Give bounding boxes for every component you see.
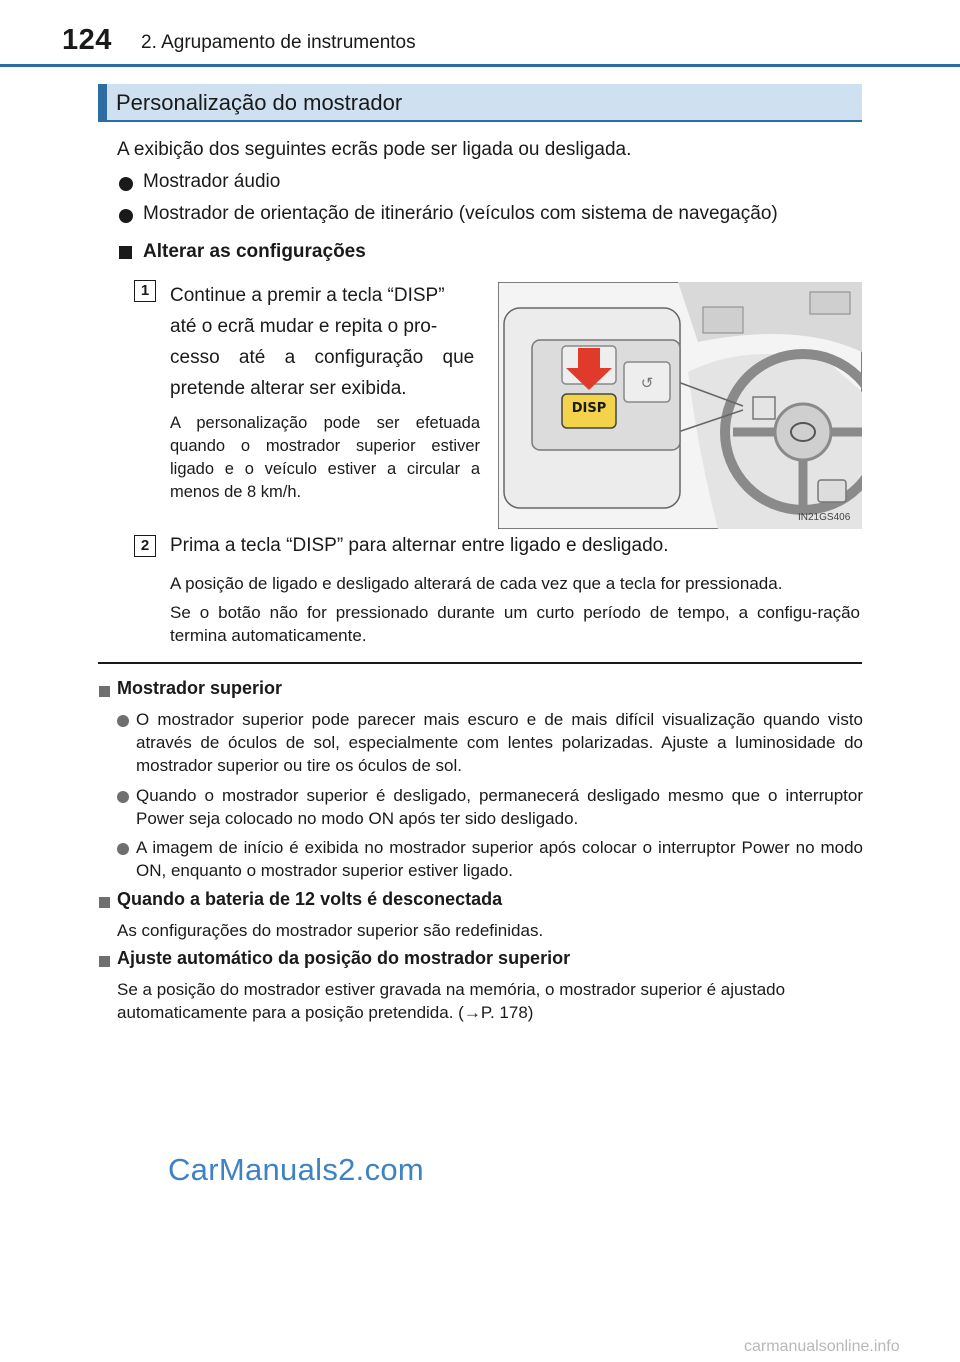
- bullet-dot-icon: [117, 714, 129, 732]
- step-2-note: Se o botão não for pressionado durante um curto período de tempo, a configu-ração termina automaticamente.: [170, 603, 860, 645]
- header-rule: [0, 64, 960, 67]
- square-bullet-icon: [119, 246, 132, 264]
- step-1-note: A personalização pode ser efetuada quando o mostrador superior estiver ligado e o veículo estiver a circular a menos de 8 km/h.: [170, 414, 480, 501]
- step-1-line: até o ecrã mudar e repita o pro-: [170, 316, 438, 337]
- info-item: O mostrador superior pode parecer mais escuro e de mais difícil visualização quando visto através de óculos de sol, especialmente com lentes polarizadas. Ajuste a luminosidade do mostrador superior ou tire os óculos de sol.: [136, 710, 863, 775]
- step-1-line: cesso até a configuração que: [170, 347, 475, 368]
- step-2-text: Prima a tecla “DISP” para alternar entre ligado e desligado.: [170, 535, 669, 556]
- bullet-dot-icon: [117, 842, 129, 860]
- info-heading: Quando a bateria de 12 volts é desconectada: [117, 889, 503, 909]
- bullet-dot-icon: [119, 177, 133, 196]
- square-bullet-icon: [99, 954, 110, 972]
- step-1-line: Continue a premir a tecla “DISP”: [170, 285, 445, 306]
- step-2-note: A posição de ligado e desligado alterará de cada vez que a tecla for pressionada.: [170, 574, 783, 593]
- info-heading: Ajuste automático da posição do mostrador superior: [117, 948, 571, 968]
- step-number-2: 2: [134, 535, 156, 557]
- info-item: A imagem de início é exibida no mostrador superior após colocar o interruptor Power no modo ON, enquanto o mostrador superior estiver ligado.: [136, 838, 863, 880]
- intro-text: A exibição dos seguintes ecrãs pode ser ligada ou desligada.: [117, 139, 632, 160]
- disp-button-figure: [498, 282, 862, 529]
- info-item: Quando o mostrador superior é desligado, permanecerá desligado mesmo que o interruptor Power seja colocado no modo ON após ter sido desligado.: [136, 786, 863, 828]
- info-text: Se a posição do mostrador estiver gravada na memória, o mostrador superior é ajustado automaticamente para a posição pretendida. (→P. 178): [117, 980, 786, 1022]
- step-1-text: [170, 280, 480, 404]
- dashboard-illustration: [498, 282, 862, 529]
- chapter-title: 2. Agrupamento de instrumentos: [141, 32, 416, 53]
- step-number-1: 1: [134, 280, 156, 302]
- section-divider: [98, 662, 862, 664]
- subsection-title: Alterar as configurações: [143, 241, 366, 262]
- bullet-dot-icon: [119, 209, 133, 228]
- page-number: 124: [62, 24, 112, 56]
- square-bullet-icon: [99, 684, 110, 702]
- bullet-dot-icon: [117, 790, 129, 808]
- watermark-carmanualsonline[interactable]: carmanualsonline.info: [744, 1338, 900, 1355]
- step-1-line: pretende alterar ser exibida.: [170, 378, 407, 399]
- watermark-carmanuals2[interactable]: CarManuals2.com: [168, 1152, 425, 1187]
- disp-key-label: DISP: [571, 401, 607, 416]
- info-heading: Mostrador superior: [117, 678, 283, 698]
- svg-text:↺: ↺: [640, 374, 654, 392]
- section-title: Personalização do mostrador: [116, 90, 403, 115]
- bullet-audio: Mostrador áudio: [143, 171, 281, 192]
- info-text: As configurações do mostrador superior são redefinidas.: [117, 921, 544, 940]
- square-bullet-icon: [99, 895, 110, 913]
- figure-code: IN21GS406: [798, 512, 851, 523]
- bullet-navigation: Mostrador de orientação de itinerário (veículos com sistema de navegação): [143, 203, 778, 224]
